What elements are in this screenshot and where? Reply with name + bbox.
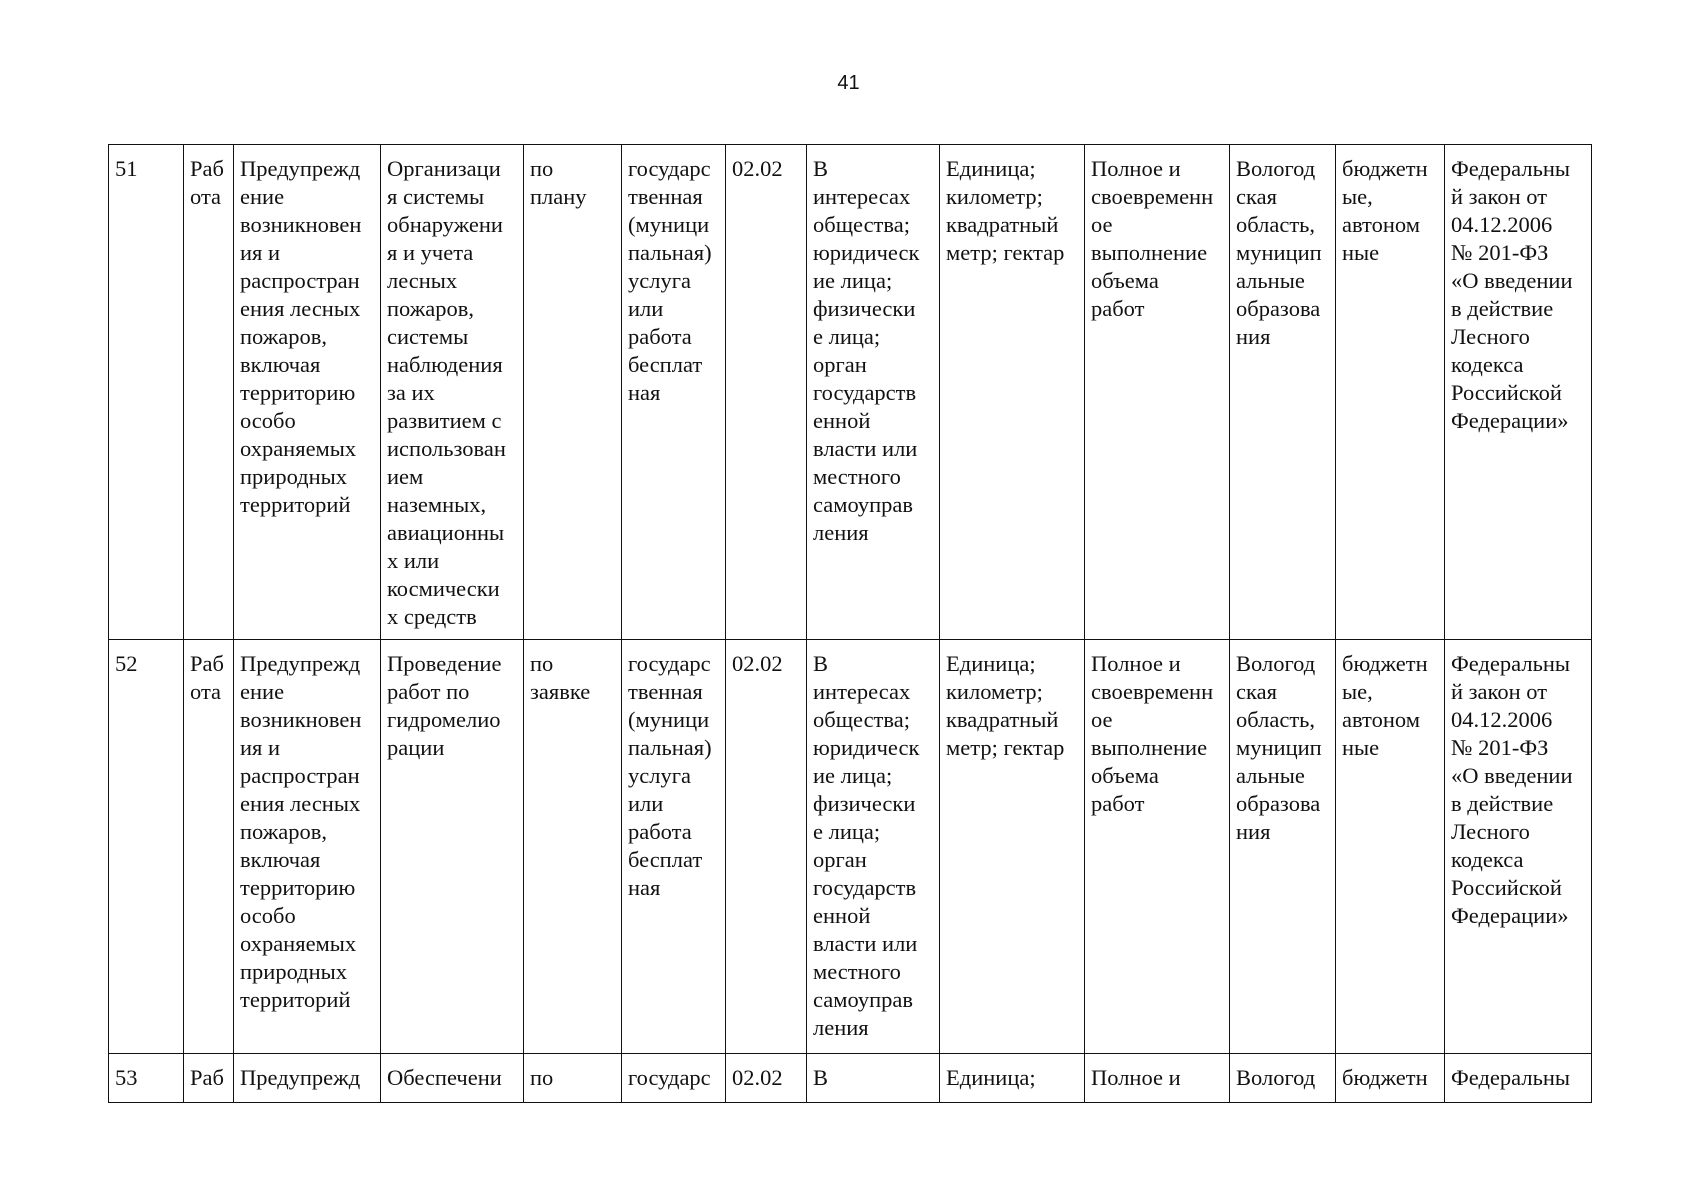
cell-number: 53 xyxy=(109,1054,184,1103)
cell-units: Единица; километр; квадратный метр; гектар xyxy=(940,145,1085,640)
cell-type: Раб ота xyxy=(184,145,234,640)
cell-type: Раб xyxy=(184,1054,234,1103)
table-row xyxy=(109,640,1592,1054)
cell-consumers: В интересах общества; юридическ ие лица; физически е лица; орган государств енной власти или местного самоуправ ления xyxy=(807,640,940,1054)
page-number: 41 xyxy=(837,72,860,94)
cell-basis: по заявке xyxy=(524,640,622,1054)
cell-code: 02.02 xyxy=(726,145,807,640)
cell-activity: Предупрежд xyxy=(234,1054,381,1103)
cell-consumers: В интересах общества; юридическ ие лица; физически е лица; орган государств енной власти или местного самоуправ ления xyxy=(807,145,940,640)
cell-type: Раб ота xyxy=(184,640,234,1054)
cell-activity: Предупрежд ение возникновен ия и распростран ения лесных пожаров, включая территорию особо охраняемых природных территорий xyxy=(234,145,381,640)
cell-category: государс твенная (муници пальная) услуга или работа бесплат ная xyxy=(622,640,726,1054)
cell-code: 02.02 xyxy=(726,1054,807,1103)
table-row xyxy=(109,145,1592,640)
cell-units: Единица; километр; квадратный метр; гектар xyxy=(940,640,1085,1054)
registry-table xyxy=(108,144,1592,1103)
cell-activity: Предупрежд ение возникновен ия и распростран ения лесных пожаров, включая территорию особо охраняемых природных территорий xyxy=(234,640,381,1054)
cell-region: Вологод ская область, муницип альные образова ния xyxy=(1230,145,1336,640)
cell-region: Вологод ская область, муницип альные образова ния xyxy=(1230,640,1336,1054)
cell-content: Проведение работ по гидромелио рации xyxy=(381,640,524,1054)
cell-institutions: бюджетн ые, автоном ные xyxy=(1336,145,1445,640)
cell-content: Обеспечени xyxy=(381,1054,524,1103)
cell-number: 52 xyxy=(109,640,184,1054)
cell-units: Единица; xyxy=(940,1054,1085,1103)
cell-law: Федеральны й закон от 04.12.2006 № 201-ФЗ «О введении в действие Лесного кодекса Российской Федерации» xyxy=(1445,145,1592,640)
cell-region: Вологод xyxy=(1230,1054,1336,1103)
cell-indicator: Полное и своевременн ое выполнение объема работ xyxy=(1085,640,1230,1054)
cell-institutions: бюджетн ые, автоном ные xyxy=(1336,640,1445,1054)
table-row xyxy=(109,1054,1592,1103)
cell-category: государс твенная (муници пальная) услуга или работа бесплат ная xyxy=(622,145,726,640)
cell-basis: по xyxy=(524,1054,622,1103)
cell-basis: по плану xyxy=(524,145,622,640)
cell-indicator: Полное и xyxy=(1085,1054,1230,1103)
cell-law: Федеральны xyxy=(1445,1054,1592,1103)
cell-code: 02.02 xyxy=(726,640,807,1054)
cell-indicator: Полное и своевременн ое выполнение объема работ xyxy=(1085,145,1230,640)
cell-institutions: бюджетн xyxy=(1336,1054,1445,1103)
cell-number: 51 xyxy=(109,145,184,640)
cell-category: государс xyxy=(622,1054,726,1103)
cell-content: Организаци я системы обнаружени я и учета лесных пожаров, системы наблюдения за их развитием с использован ием наземных, авиационны х или космически х средств xyxy=(381,145,524,640)
cell-law: Федеральны й закон от 04.12.2006 № 201-ФЗ «О введении в действие Лесного кодекса Российской Федерации» xyxy=(1445,640,1592,1054)
cell-consumers: В xyxy=(807,1054,940,1103)
